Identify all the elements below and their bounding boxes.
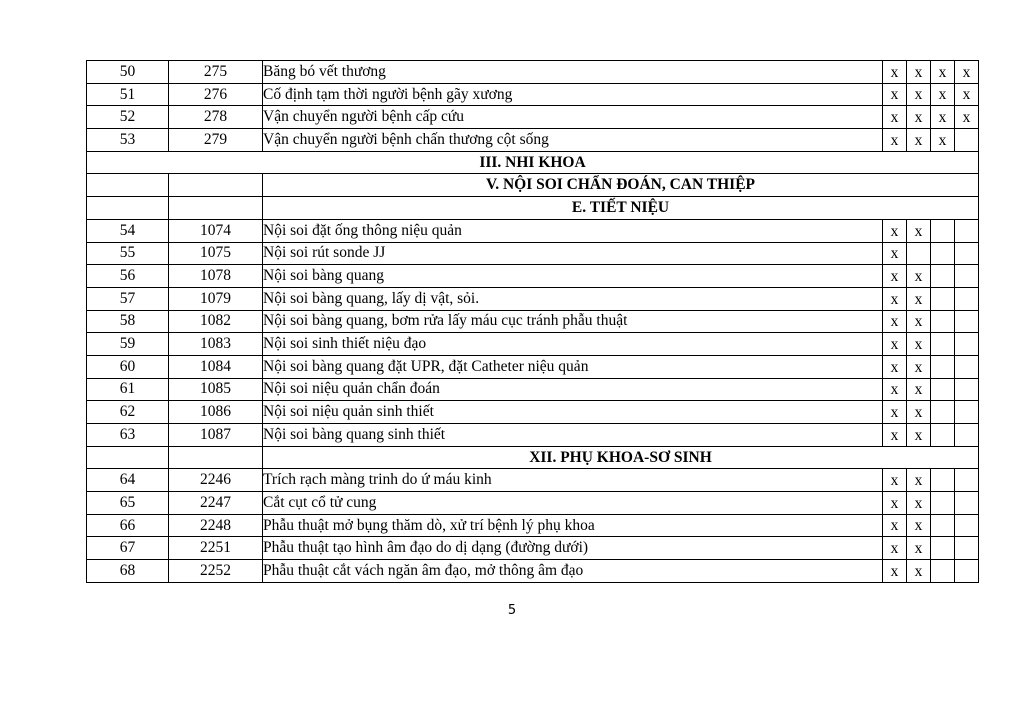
level-mark-2: x [907,378,931,401]
procedure-code: 2252 [169,560,263,583]
level-mark-1: x [883,537,907,560]
table-row [87,469,979,492]
section-header-row [87,151,979,174]
row-number: 59 [87,333,169,356]
procedure-name: Nội soi niệu quản sinh thiết [263,401,883,424]
procedure-code: 1083 [169,333,263,356]
row-number: 62 [87,401,169,424]
page-number: 5 [507,603,517,618]
level-mark-4 [955,287,979,310]
level-mark-2: x [907,265,931,288]
level-mark-1: x [883,514,907,537]
level-mark-3 [931,265,955,288]
empty-cell [169,197,263,220]
row-number: 65 [87,492,169,515]
row-number: 53 [87,129,169,152]
section-header-row [87,197,979,220]
procedure-name: Cố định tạm thời người bệnh gãy xương [263,83,883,106]
empty-cell [87,197,169,220]
empty-cell [169,446,263,469]
section-title: XII. PHỤ KHOA-SƠ SINH [263,446,979,469]
procedure-name: Nội soi bàng quang, lấy dị vật, sỏi. [263,287,883,310]
procedure-name: Nội soi bàng quang, bơm rửa lấy máu cục tránh phẫu thuật [263,310,883,333]
section-title: III. NHI KHOA [87,151,979,174]
table-row [87,242,979,265]
level-mark-2: x [907,537,931,560]
level-mark-4 [955,219,979,242]
level-mark-2: x [907,333,931,356]
level-mark-4: x [955,83,979,106]
level-mark-3: x [931,61,955,84]
level-mark-2: x [907,219,931,242]
row-number: 52 [87,106,169,129]
level-mark-3 [931,378,955,401]
procedure-name: Nội soi rút sonde JJ [263,242,883,265]
row-number: 64 [87,469,169,492]
empty-cell [169,174,263,197]
procedure-name: Nội soi sinh thiết niệu đạo [263,333,883,356]
level-mark-4 [955,355,979,378]
table-row [87,424,979,447]
procedure-code: 1078 [169,265,263,288]
level-mark-4 [955,129,979,152]
section-header-row [87,174,979,197]
level-mark-3 [931,401,955,424]
procedure-name: Phẫu thuật cắt vách ngăn âm đạo, mở thông âm đạo [263,560,883,583]
level-mark-2: x [907,355,931,378]
level-mark-3: x [931,83,955,106]
level-mark-1: x [883,492,907,515]
level-mark-4 [955,537,979,560]
level-mark-2: x [907,83,931,106]
procedure-name: Vận chuyển người bệnh chấn thương cột sống [263,129,883,152]
procedure-code: 279 [169,129,263,152]
table-row [87,492,979,515]
procedure-code: 2251 [169,537,263,560]
table-row [87,265,979,288]
level-mark-4 [955,333,979,356]
row-number: 50 [87,61,169,84]
level-mark-4 [955,424,979,447]
section-header-row [87,446,979,469]
level-mark-1: x [883,242,907,265]
table-row [87,83,979,106]
level-mark-4 [955,265,979,288]
procedure-name: Nội soi bàng quang đặt UPR, đặt Catheter niệu quản [263,355,883,378]
level-mark-1: x [883,219,907,242]
row-number: 66 [87,514,169,537]
procedure-code: 1086 [169,401,263,424]
level-mark-3: x [931,106,955,129]
level-mark-1: x [883,287,907,310]
table-row [87,333,979,356]
level-mark-4: x [955,61,979,84]
level-mark-4 [955,492,979,515]
procedure-code: 278 [169,106,263,129]
level-mark-2: x [907,492,931,515]
procedure-code: 1079 [169,287,263,310]
level-mark-1: x [883,469,907,492]
procedure-name: Trích rạch màng trinh do ứ máu kinh [263,469,883,492]
table-row [87,378,979,401]
row-number: 55 [87,242,169,265]
level-mark-3 [931,469,955,492]
procedure-name: Vận chuyển người bệnh cấp cứu [263,106,883,129]
level-mark-4 [955,469,979,492]
level-mark-2: x [907,469,931,492]
procedure-code: 1085 [169,378,263,401]
level-mark-1: x [883,424,907,447]
row-number: 56 [87,265,169,288]
level-mark-2: x [907,401,931,424]
procedure-name: Băng bó vết thương [263,61,883,84]
level-mark-1: x [883,265,907,288]
table-row [87,61,979,84]
level-mark-1: x [883,560,907,583]
empty-cell [87,174,169,197]
procedure-code: 1084 [169,355,263,378]
level-mark-3 [931,287,955,310]
empty-cell [87,446,169,469]
level-mark-4: x [955,106,979,129]
procedure-code: 1075 [169,242,263,265]
level-mark-1: x [883,310,907,333]
procedure-code: 1087 [169,424,263,447]
row-number: 68 [87,560,169,583]
level-mark-3 [931,492,955,515]
level-mark-3 [931,560,955,583]
procedure-name: Nội soi niệu quản chẩn đoán [263,378,883,401]
level-mark-4 [955,560,979,583]
procedure-name: Cắt cụt cổ tử cung [263,492,883,515]
procedure-table [86,60,979,583]
procedure-code: 1074 [169,219,263,242]
level-mark-3: x [931,129,955,152]
procedure-name: Phẫu thuật tạo hình âm đạo do dị dạng (đường dưới) [263,537,883,560]
level-mark-1: x [883,83,907,106]
level-mark-2: x [907,514,931,537]
table-body [87,61,979,583]
level-mark-2: x [907,106,931,129]
level-mark-1: x [883,106,907,129]
level-mark-4 [955,514,979,537]
procedure-name: Nội soi bàng quang sinh thiết [263,424,883,447]
table-row [87,514,979,537]
table-row [87,355,979,378]
level-mark-3 [931,333,955,356]
level-mark-1: x [883,378,907,401]
level-mark-2: x [907,424,931,447]
table-row [87,310,979,333]
table-row [87,287,979,310]
row-number: 51 [87,83,169,106]
level-mark-4 [955,401,979,424]
section-title: E. TIẾT NIỆU [263,197,979,220]
procedure-code: 1082 [169,310,263,333]
row-number: 61 [87,378,169,401]
row-number: 63 [87,424,169,447]
level-mark-4 [955,310,979,333]
level-mark-3 [931,219,955,242]
level-mark-2: x [907,560,931,583]
row-number: 58 [87,310,169,333]
level-mark-2 [907,242,931,265]
row-number: 57 [87,287,169,310]
level-mark-3 [931,242,955,265]
procedure-code: 275 [169,61,263,84]
procedure-name: Nội soi bàng quang [263,265,883,288]
level-mark-1: x [883,61,907,84]
table-row [87,219,979,242]
level-mark-2: x [907,129,931,152]
level-mark-4 [955,378,979,401]
level-mark-3 [931,355,955,378]
level-mark-3 [931,310,955,333]
procedure-name: Nội soi đặt ống thông niệu quản [263,219,883,242]
procedure-code: 2247 [169,492,263,515]
procedure-code: 2246 [169,469,263,492]
level-mark-1: x [883,355,907,378]
level-mark-1: x [883,401,907,424]
level-mark-3 [931,537,955,560]
table-row [87,106,979,129]
procedure-code: 2248 [169,514,263,537]
level-mark-1: x [883,129,907,152]
procedure-code: 276 [169,83,263,106]
row-number: 60 [87,355,169,378]
level-mark-2: x [907,310,931,333]
row-number: 67 [87,537,169,560]
level-mark-2: x [907,287,931,310]
table-row [87,401,979,424]
level-mark-4 [955,242,979,265]
procedure-name: Phẫu thuật mở bụng thăm dò, xử trí bệnh lý phụ khoa [263,514,883,537]
level-mark-1: x [883,333,907,356]
table-row [87,560,979,583]
level-mark-3 [931,514,955,537]
table-row [87,129,979,152]
section-title: V. NỘI SOI CHẨN ĐOÁN, CAN THIỆP [263,174,979,197]
row-number: 54 [87,219,169,242]
table-row [87,537,979,560]
level-mark-2: x [907,61,931,84]
level-mark-3 [931,424,955,447]
